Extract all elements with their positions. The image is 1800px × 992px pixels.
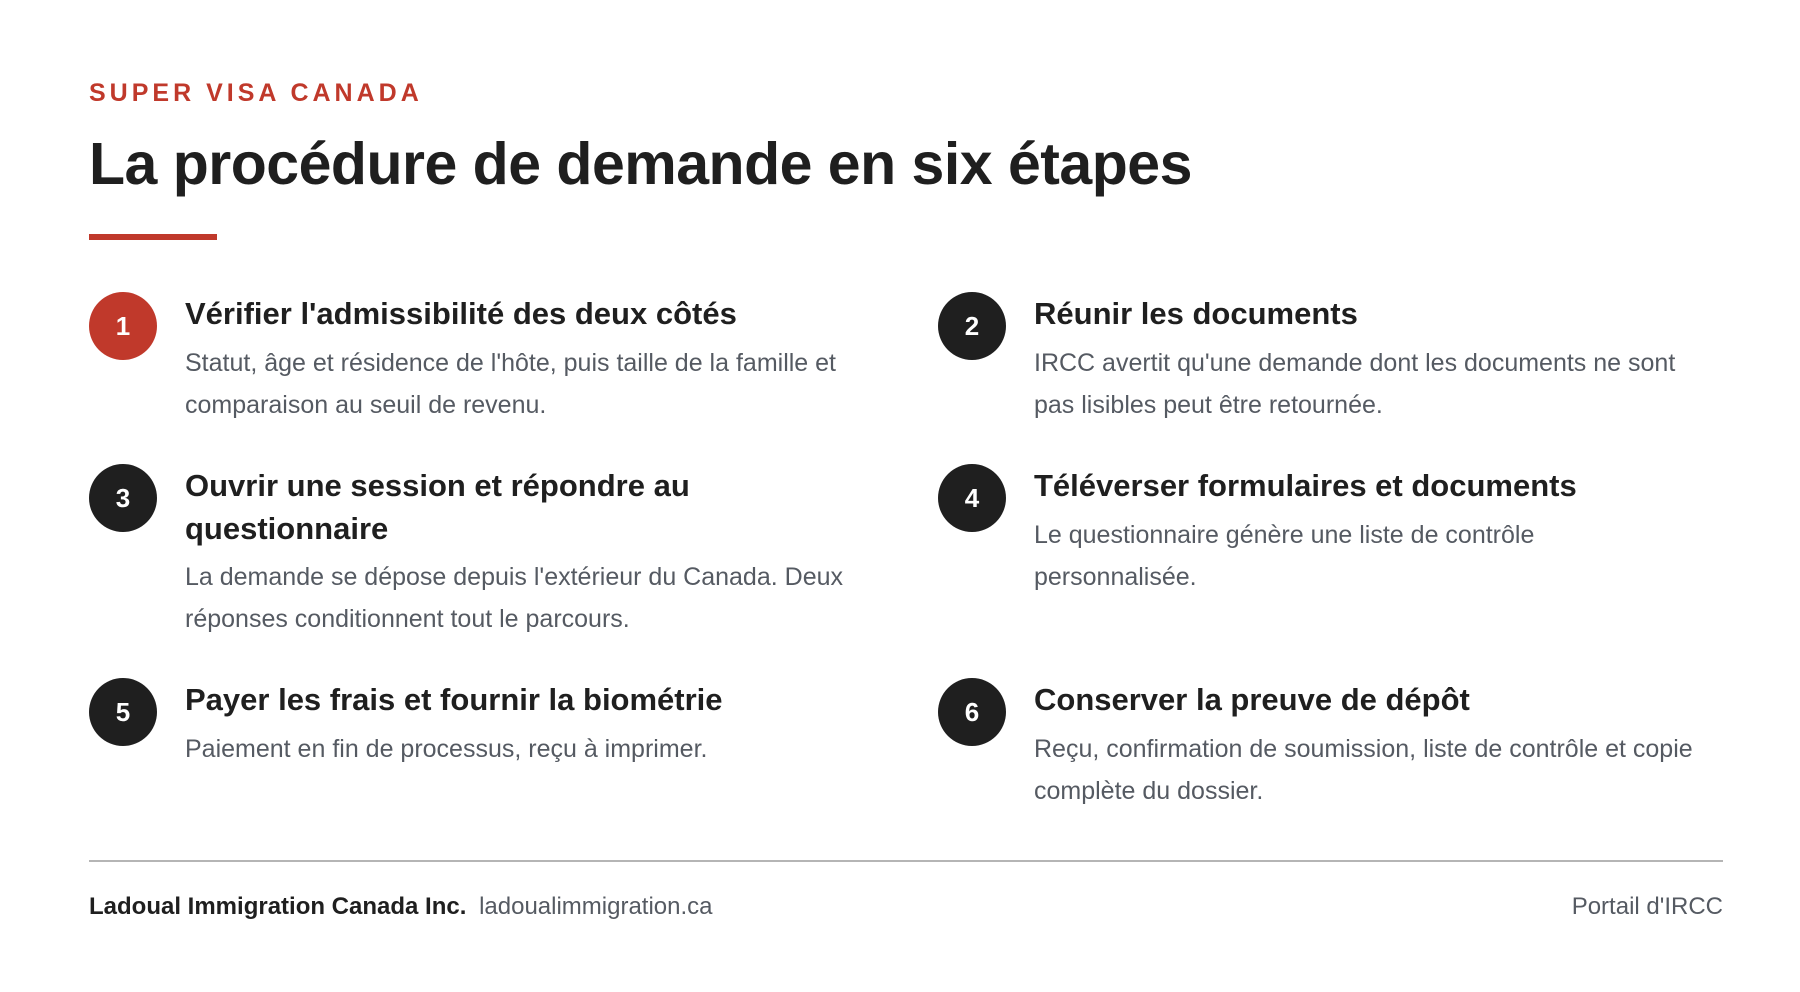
- step-description: Statut, âge et résidence de l'hôte, puis taille de la famille et comparaison au seuil de revenu.: [185, 349, 837, 419]
- step-description: Reçu, confirmation de soumission, liste de contrôle et copie complète du dossier.: [1034, 735, 1693, 805]
- step-description: Paiement en fin de processus, reçu à imprimer.: [185, 735, 708, 763]
- step-number-badge: 4: [938, 464, 1006, 532]
- footer-credit: [89, 892, 713, 922]
- step-number-badge: 3: [89, 464, 157, 532]
- step-title: Téléverser formulaires et documents: [1034, 468, 1577, 503]
- step-number-badge: 5: [89, 678, 157, 746]
- steps-grid: [89, 292, 1723, 852]
- page: [89, 0, 1723, 992]
- step-description: IRCC avertit qu'une demande dont les documents ne sont pas lisibles peut être retournée.: [1034, 349, 1676, 419]
- step-number-badge: 2: [938, 292, 1006, 360]
- step-number-badge: 1: [89, 292, 157, 360]
- step-title: Ouvrir une session et répondre au questionnaire: [185, 468, 690, 546]
- step-number-badge: 6: [938, 678, 1006, 746]
- title-accent-rule: [89, 234, 217, 240]
- footer-brand: Ladoual Immigration Canada Inc.: [89, 893, 467, 920]
- step-title: Conserver la preuve de dépôt: [1034, 682, 1470, 717]
- step-title: Payer les frais et fournir la biométrie: [185, 682, 723, 717]
- footer-portal-label: Portail d'IRCC: [1571, 893, 1723, 920]
- footer-website-link[interactable]: ladoualimmigration.ca: [479, 893, 713, 920]
- page-title: La procédure de demande en six étapes: [89, 131, 1192, 197]
- step-title: Réunir les documents: [1034, 296, 1358, 331]
- footer-divider: [89, 860, 1723, 862]
- eyebrow-label: SUPER VISA CANADA: [89, 79, 423, 107]
- step-description: La demande se dépose depuis l'extérieur du Canada. Deux réponses conditionnent tout le parcours.: [185, 563, 843, 633]
- step-title: Vérifier l'admissibilité des deux côtés: [185, 296, 737, 331]
- step-description: Le questionnaire génère une liste de contrôle personnalisée.: [1034, 521, 1535, 591]
